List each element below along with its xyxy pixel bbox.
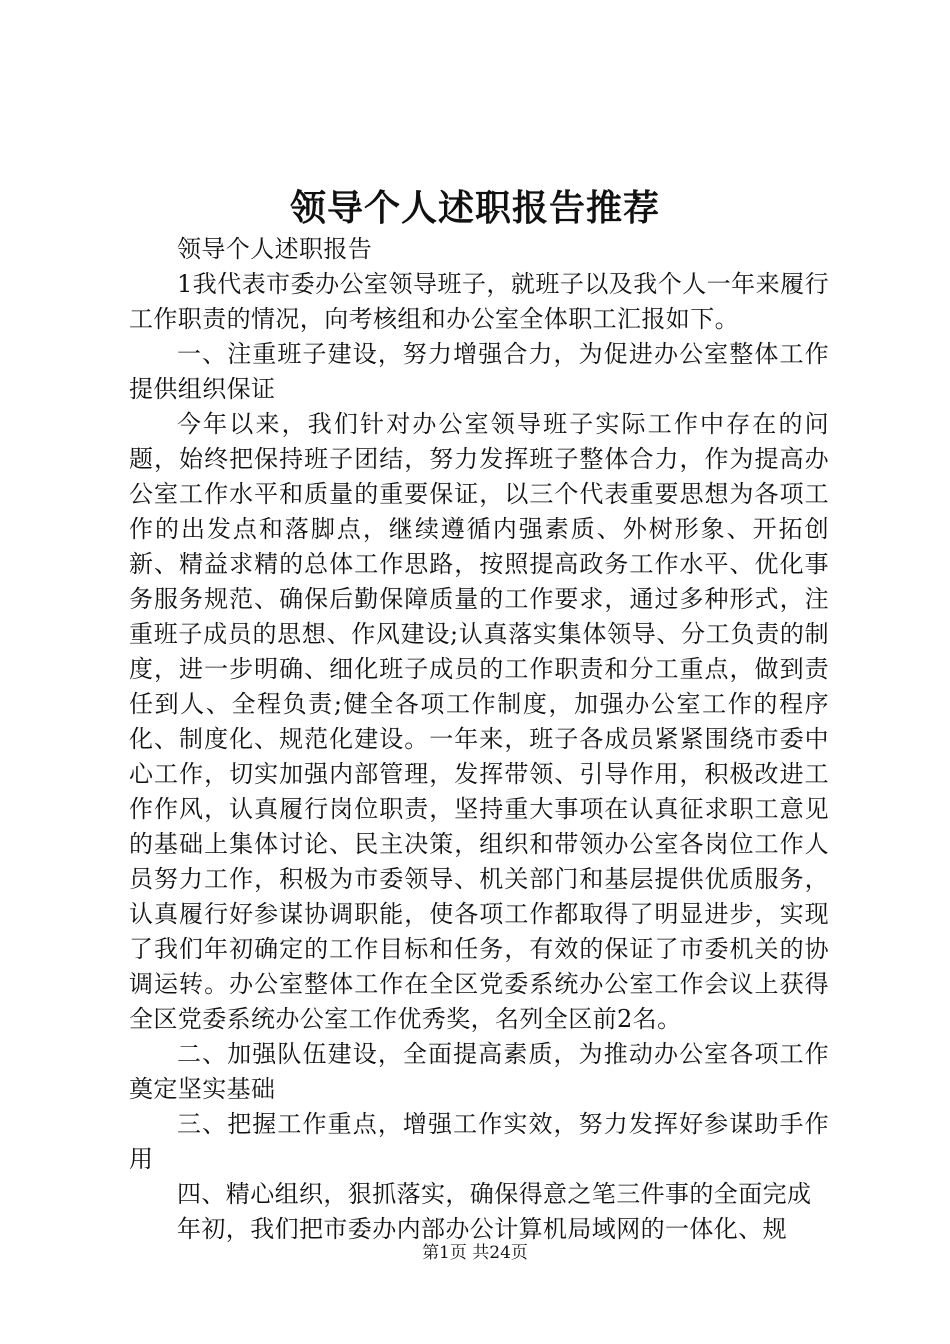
document-title: 领导个人述职报告推荐 bbox=[289, 187, 660, 229]
paragraph-section-4: 年初，我们把市委办内部办公计算机局域网的一体化、规 bbox=[177, 1215, 787, 1243]
paragraph-subtitle: 领导个人述职报告 bbox=[177, 235, 373, 263]
section-heading-1: 一、注重班子建设，努力增强合力，为促进办公室整体工作提供组织保证 bbox=[129, 340, 829, 403]
section-heading-4: 四、精心组织，狠抓落实，确保得意之笔三件事的全面完成 bbox=[177, 1180, 812, 1208]
paragraph-section-1: 今年以来，我们针对办公室领导班子实际工作中存在的问题，始终把保持班子团结，努力发挥班子整体合力，作为提高办公室工作水平和质量的重要保证，以三个代表重要思想为各项工作的出发点和落脚点，继续遵循内强素质、外树形象、开拓创新、精益求精的总体工作思路，按照提高政务工作水平、优化事务服务规范、确保后勤保障质量的工作要求，通过多种形式，注重班子成员的思想、作风建设;认真落实集体领导、分工负责的制度，进一步明确、细化班子成员的工作职责和分工重点，做到责任到人、全程负责;健全各项工作制度，加强办公室工作的程序化、制度化、规范化建设。一年来，班子各成员紧紧围绕市委中心工作，切实加强内部管理，发挥带领、引导作用，积极改进工作作风，认真履行岗位职责，坚持重大事项在认真征求职工意见的基础上集体讨论、民主决策，组织和带领办公室各岗位工作人员努力工作，积极为市委领导、机关部门和基层提供优质服务，认真履行好参谋协调职能，使各项工作都取得了明显进步，实现了我们年初确定的工作目标和任务，有效的保证了市委机关的协调运转。办公室整体工作在全区党委系统办公室工作会议上获得全区党委系统办公室工作优秀奖，名列全区前2名。 bbox=[129, 410, 829, 1033]
paragraph-intro: 1我代表市委办公室领导班子，就班子以及我个人一年来履行工作职责的情况，向考核组和办公室全体职工汇报如下。 bbox=[129, 270, 829, 333]
page-footer: 第1页 共24页 bbox=[422, 1243, 528, 1263]
section-heading-2: 二、加强队伍建设，全面提高素质，为推动办公室各项工作奠定坚实基础 bbox=[129, 1040, 829, 1103]
document-body bbox=[129, 232, 829, 1247]
section-heading-3: 三、把握工作重点，增强工作实效，努力发挥好参谋助手作用 bbox=[129, 1110, 829, 1173]
